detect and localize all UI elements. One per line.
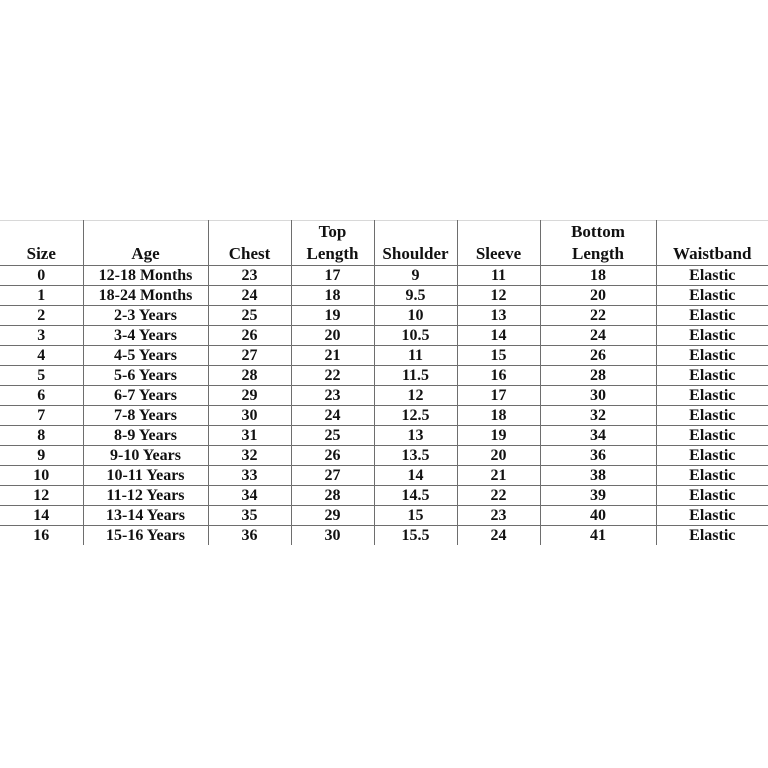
cell-shoulder: 9.5	[374, 286, 457, 306]
cell-bottom-length: 36	[540, 446, 656, 466]
cell-bottom-length: 32	[540, 406, 656, 426]
cell-bottom-length: 34	[540, 426, 656, 446]
cell-age: 8-9 Years	[83, 426, 208, 446]
cell-top-length: 21	[291, 346, 374, 366]
cell-waistband: Elastic	[656, 406, 768, 426]
cell-shoulder: 10	[374, 306, 457, 326]
cell-sleeve: 24	[457, 526, 540, 546]
table-row	[0, 406, 768, 426]
cell-age: 3-4 Years	[83, 326, 208, 346]
table-row	[0, 266, 768, 286]
cell-top-length: 27	[291, 466, 374, 486]
cell-chest: 31	[208, 426, 291, 446]
cell-waistband: Elastic	[656, 486, 768, 506]
header-row	[0, 221, 768, 266]
cell-age: 13-14 Years	[83, 506, 208, 526]
cell-sleeve: 20	[457, 446, 540, 466]
cell-chest: 36	[208, 526, 291, 546]
cell-sleeve: 13	[457, 306, 540, 326]
cell-top-length: 23	[291, 386, 374, 406]
cell-top-length: 24	[291, 406, 374, 426]
cell-top-length: 20	[291, 326, 374, 346]
cell-chest: 29	[208, 386, 291, 406]
header-bottom-length: Bottom Length	[540, 221, 656, 266]
cell-top-length: 25	[291, 426, 374, 446]
cell-top-length: 28	[291, 486, 374, 506]
cell-waistband: Elastic	[656, 466, 768, 486]
cell-sleeve: 11	[457, 266, 540, 286]
cell-sleeve: 21	[457, 466, 540, 486]
cell-size: 14	[0, 506, 83, 526]
cell-size: 7	[0, 406, 83, 426]
cell-top-length: 22	[291, 366, 374, 386]
size-chart-table	[0, 220, 768, 545]
cell-bottom-length: 28	[540, 366, 656, 386]
table-row	[0, 506, 768, 526]
cell-top-length: 30	[291, 526, 374, 546]
table-row	[0, 366, 768, 386]
size-chart-body	[0, 266, 768, 546]
cell-age: 7-8 Years	[83, 406, 208, 426]
cell-bottom-length: 30	[540, 386, 656, 406]
size-chart-header	[0, 221, 768, 266]
cell-size: 10	[0, 466, 83, 486]
cell-size: 2	[0, 306, 83, 326]
cell-shoulder: 9	[374, 266, 457, 286]
header-sleeve: Sleeve	[457, 221, 540, 266]
cell-chest: 34	[208, 486, 291, 506]
header-age: Age	[83, 221, 208, 266]
cell-chest: 33	[208, 466, 291, 486]
cell-bottom-length: 26	[540, 346, 656, 366]
cell-bottom-length: 22	[540, 306, 656, 326]
cell-bottom-length: 39	[540, 486, 656, 506]
cell-sleeve: 18	[457, 406, 540, 426]
table-row	[0, 306, 768, 326]
cell-top-length: 29	[291, 506, 374, 526]
cell-size: 5	[0, 366, 83, 386]
cell-chest: 28	[208, 366, 291, 386]
cell-sleeve: 16	[457, 366, 540, 386]
cell-size: 4	[0, 346, 83, 366]
cell-top-length: 17	[291, 266, 374, 286]
cell-bottom-length: 41	[540, 526, 656, 546]
cell-top-length: 26	[291, 446, 374, 466]
cell-age: 12-18 Months	[83, 266, 208, 286]
cell-sleeve: 14	[457, 326, 540, 346]
cell-shoulder: 11.5	[374, 366, 457, 386]
cell-shoulder: 15	[374, 506, 457, 526]
table-row	[0, 346, 768, 366]
table-row	[0, 526, 768, 546]
cell-waistband: Elastic	[656, 446, 768, 466]
cell-waistband: Elastic	[656, 346, 768, 366]
cell-size: 8	[0, 426, 83, 446]
cell-size: 0	[0, 266, 83, 286]
cell-size: 6	[0, 386, 83, 406]
cell-bottom-length: 20	[540, 286, 656, 306]
cell-top-length: 18	[291, 286, 374, 306]
cell-shoulder: 14.5	[374, 486, 457, 506]
header-top-length: Top Length	[291, 221, 374, 266]
table-row	[0, 426, 768, 446]
header-waistband: Waistband	[656, 221, 768, 266]
cell-size: 3	[0, 326, 83, 346]
cell-shoulder: 13	[374, 426, 457, 446]
cell-bottom-length: 38	[540, 466, 656, 486]
table-row	[0, 446, 768, 466]
cell-sleeve: 12	[457, 286, 540, 306]
cell-age: 2-3 Years	[83, 306, 208, 326]
cell-sleeve: 23	[457, 506, 540, 526]
cell-bottom-length: 18	[540, 266, 656, 286]
cell-waistband: Elastic	[656, 366, 768, 386]
cell-shoulder: 12.5	[374, 406, 457, 426]
table-row	[0, 386, 768, 406]
cell-chest: 24	[208, 286, 291, 306]
cell-chest: 30	[208, 406, 291, 426]
cell-age: 11-12 Years	[83, 486, 208, 506]
table-row	[0, 286, 768, 306]
cell-age: 4-5 Years	[83, 346, 208, 366]
cell-chest: 25	[208, 306, 291, 326]
cell-age: 9-10 Years	[83, 446, 208, 466]
cell-size: 1	[0, 286, 83, 306]
cell-top-length: 19	[291, 306, 374, 326]
cell-sleeve: 15	[457, 346, 540, 366]
cell-age: 10-11 Years	[83, 466, 208, 486]
cell-age: 6-7 Years	[83, 386, 208, 406]
cell-chest: 32	[208, 446, 291, 466]
cell-age: 5-6 Years	[83, 366, 208, 386]
cell-waistband: Elastic	[656, 306, 768, 326]
cell-bottom-length: 24	[540, 326, 656, 346]
cell-shoulder: 13.5	[374, 446, 457, 466]
cell-size: 12	[0, 486, 83, 506]
cell-sleeve: 17	[457, 386, 540, 406]
cell-shoulder: 11	[374, 346, 457, 366]
table-row	[0, 326, 768, 346]
header-size: Size	[0, 221, 83, 266]
cell-size: 9	[0, 446, 83, 466]
cell-shoulder: 14	[374, 466, 457, 486]
cell-sleeve: 19	[457, 426, 540, 446]
cell-shoulder: 10.5	[374, 326, 457, 346]
cell-chest: 27	[208, 346, 291, 366]
cell-shoulder: 15.5	[374, 526, 457, 546]
table-row	[0, 466, 768, 486]
cell-waistband: Elastic	[656, 286, 768, 306]
cell-waistband: Elastic	[656, 506, 768, 526]
cell-waistband: Elastic	[656, 326, 768, 346]
cell-chest: 23	[208, 266, 291, 286]
header-shoulder: Shoulder	[374, 221, 457, 266]
cell-age: 15-16 Years	[83, 526, 208, 546]
table-row	[0, 486, 768, 506]
cell-sleeve: 22	[457, 486, 540, 506]
cell-bottom-length: 40	[540, 506, 656, 526]
cell-size: 16	[0, 526, 83, 546]
cell-waistband: Elastic	[656, 426, 768, 446]
cell-age: 18-24 Months	[83, 286, 208, 306]
cell-waistband: Elastic	[656, 526, 768, 546]
header-chest: Chest	[208, 221, 291, 266]
cell-shoulder: 12	[374, 386, 457, 406]
cell-chest: 26	[208, 326, 291, 346]
cell-waistband: Elastic	[656, 386, 768, 406]
cell-waistband: Elastic	[656, 266, 768, 286]
cell-chest: 35	[208, 506, 291, 526]
